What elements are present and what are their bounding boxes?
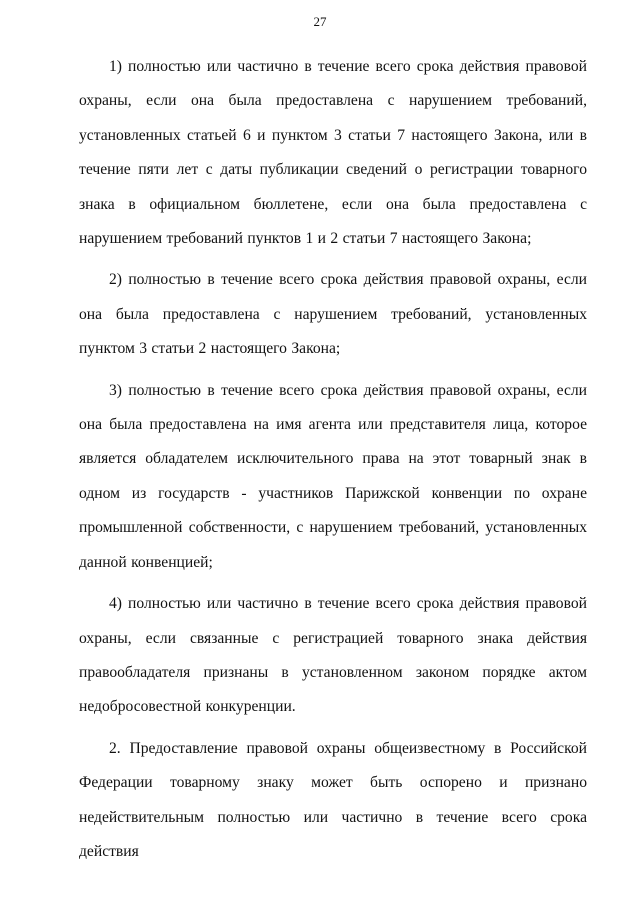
document-body — [79, 50, 587, 876]
page-number: 27 — [313, 14, 327, 29]
paragraph-item-3: 3) полностью в течение всего срока действия правовой охраны, если она была предоставлена на имя агента или представителя лица, которое является обладателем исключительного права на этот товарный знак в одном из государств - участников Парижской конвенции по охране промышленной собственности, с нарушением требований, установленных данной конвенцией; — [79, 381, 587, 571]
paragraph-item-4: 4) полностью или частично в течение всего срока действия правовой охраны, если связанные с регистрацией товарного знака действия правообладателя признаны в установленном законом порядке актом недобросовестной конкуренции. — [79, 595, 587, 716]
paragraph-item-1: 1) полностью или частично в течение всего срока действия правовой охраны, если она была предоставлена с нарушением требований, установленных статьей 6 и пунктом 3 статьи 7 настоящего Закона, или в течение пяти лет с даты публикации сведений о регистрации товарного знака в официальном бюллетене, если она была предоставлена с нарушением требований пунктов 1 и 2 статьи 7 настоящего Закона; — [79, 58, 587, 248]
paragraph-item-2: 2) полностью в течение всего срока действия правовой охраны, если она была предоставлена с нарушением требований, установленных пунктом 3 статьи 2 настоящего Закона; — [79, 271, 587, 358]
paragraph-clause-2: 2. Предоставление правовой охраны общеизвестному в Российской Федерации товарному знаку может быть оспорено и признано недействительным полностью или частично в течение всего срока действия — [79, 739, 587, 860]
